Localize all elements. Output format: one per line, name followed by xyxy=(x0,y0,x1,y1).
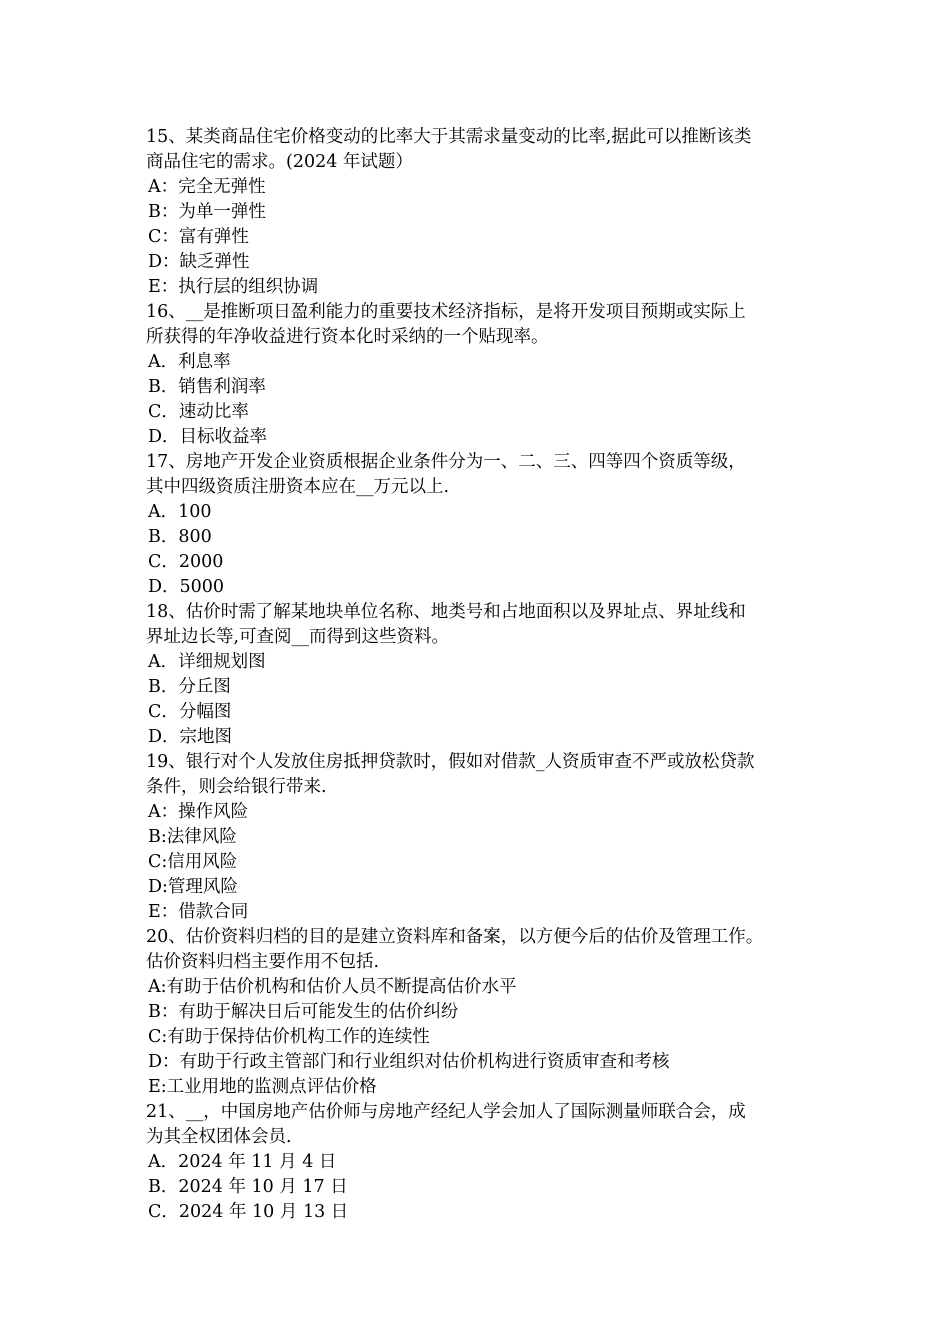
option-d: D．5000 xyxy=(148,577,225,597)
option-d: D．宗地图 xyxy=(148,727,233,747)
question-list xyxy=(146,125,826,1225)
question-text: 为其全权团体会员. xyxy=(146,1127,292,1147)
option-e: E：执行层的组织协调 xyxy=(148,277,319,297)
option-b: B:法律风险 xyxy=(148,827,237,847)
option-a: A：操作风险 xyxy=(148,802,249,822)
option-b: B：为单一弹性 xyxy=(148,202,266,222)
option-b: B．销售利润率 xyxy=(148,377,266,397)
option-a: A．利息率 xyxy=(148,352,231,372)
question-text: 估价资料归档主要作用不包括. xyxy=(146,952,380,972)
question-17 xyxy=(146,450,826,600)
option-b: B．分丘图 xyxy=(148,677,231,697)
option-e: E:工业用地的监测点评估价格 xyxy=(148,1077,377,1097)
question-text: 17、房地产开发企业资质根据企业条件分为一、二、三、四等四个资质等级， xyxy=(146,452,746,472)
question-text: 条件，则会给银行带来. xyxy=(146,777,327,797)
option-c: C．速动比率 xyxy=(148,402,249,422)
question-text: 19、银行对个人发放住房抵押贷款时，假如对借款_人资质审查不严或放松贷款 xyxy=(146,752,755,772)
option-a: A．100 xyxy=(148,502,212,522)
option-c: C．2000 xyxy=(148,552,224,572)
question-16 xyxy=(146,300,826,450)
question-text: 15、某类商品住宅价格变动的比率大于其需求量变动的比率,据此可以推断该类 xyxy=(146,127,752,147)
option-e: E：借款合同 xyxy=(148,902,249,922)
option-d: D：有助于行政主管部门和行业组织对估价机构进行资质审查和考核 xyxy=(148,1052,670,1072)
question-18 xyxy=(146,600,826,750)
question-text: 20、估价资料归档的目的是建立资料库和备案，以方便今后的估价及管理工作。 xyxy=(146,927,764,947)
question-text: 商品住宅的需求。(2024 年试题） xyxy=(146,152,413,172)
option-a: A．2024 年 11 月 4 日 xyxy=(148,1152,337,1172)
question-text: 所获得的年净收益进行资本化时采纳的一个贴现率。 xyxy=(146,327,549,347)
option-d: D．目标收益率 xyxy=(148,427,268,447)
question-20 xyxy=(146,925,826,1100)
option-d: D：缺乏弹性 xyxy=(148,252,250,272)
option-c: C：富有弹性 xyxy=(148,227,249,247)
question-text: 16、__是推断项日盈利能力的重要技术经济指标，是将开发项目预期或实际上 xyxy=(146,302,746,322)
question-text: 21、__，中国房地产估价师与房地产经纪人学会加人了国际测量师联合会，成 xyxy=(146,1102,746,1122)
option-b: B．2024 年 10 月 17 日 xyxy=(148,1177,348,1197)
option-c: C．分幅图 xyxy=(148,702,232,722)
option-b: B．800 xyxy=(148,527,212,547)
question-19 xyxy=(146,750,826,925)
option-c: C:信用风险 xyxy=(148,852,238,872)
option-a: A：完全无弹性 xyxy=(148,177,266,197)
option-a: A:有助于估价机构和估价人员不断提高估价水平 xyxy=(148,977,517,997)
option-b: B：有助于解决日后可能发生的估价纠纷 xyxy=(148,1002,459,1022)
question-text: 其中四级资质注册资本应在__万元以上. xyxy=(146,477,450,497)
option-c: C．2024 年 10 月 13 日 xyxy=(148,1202,349,1222)
question-text: 界址边长等,可查阅__而得到这些资料。 xyxy=(146,627,450,647)
question-21 xyxy=(146,1100,826,1225)
question-15 xyxy=(146,125,826,300)
option-a: A．详细规划图 xyxy=(148,652,266,672)
question-text: 18、估价时需了解某地块单位名称、地类号和占地面积以及界址点、界址线和 xyxy=(146,602,746,622)
option-c: C:有助于保持估价机构工作的连续性 xyxy=(148,1027,430,1047)
option-d: D:管理风险 xyxy=(148,877,238,897)
